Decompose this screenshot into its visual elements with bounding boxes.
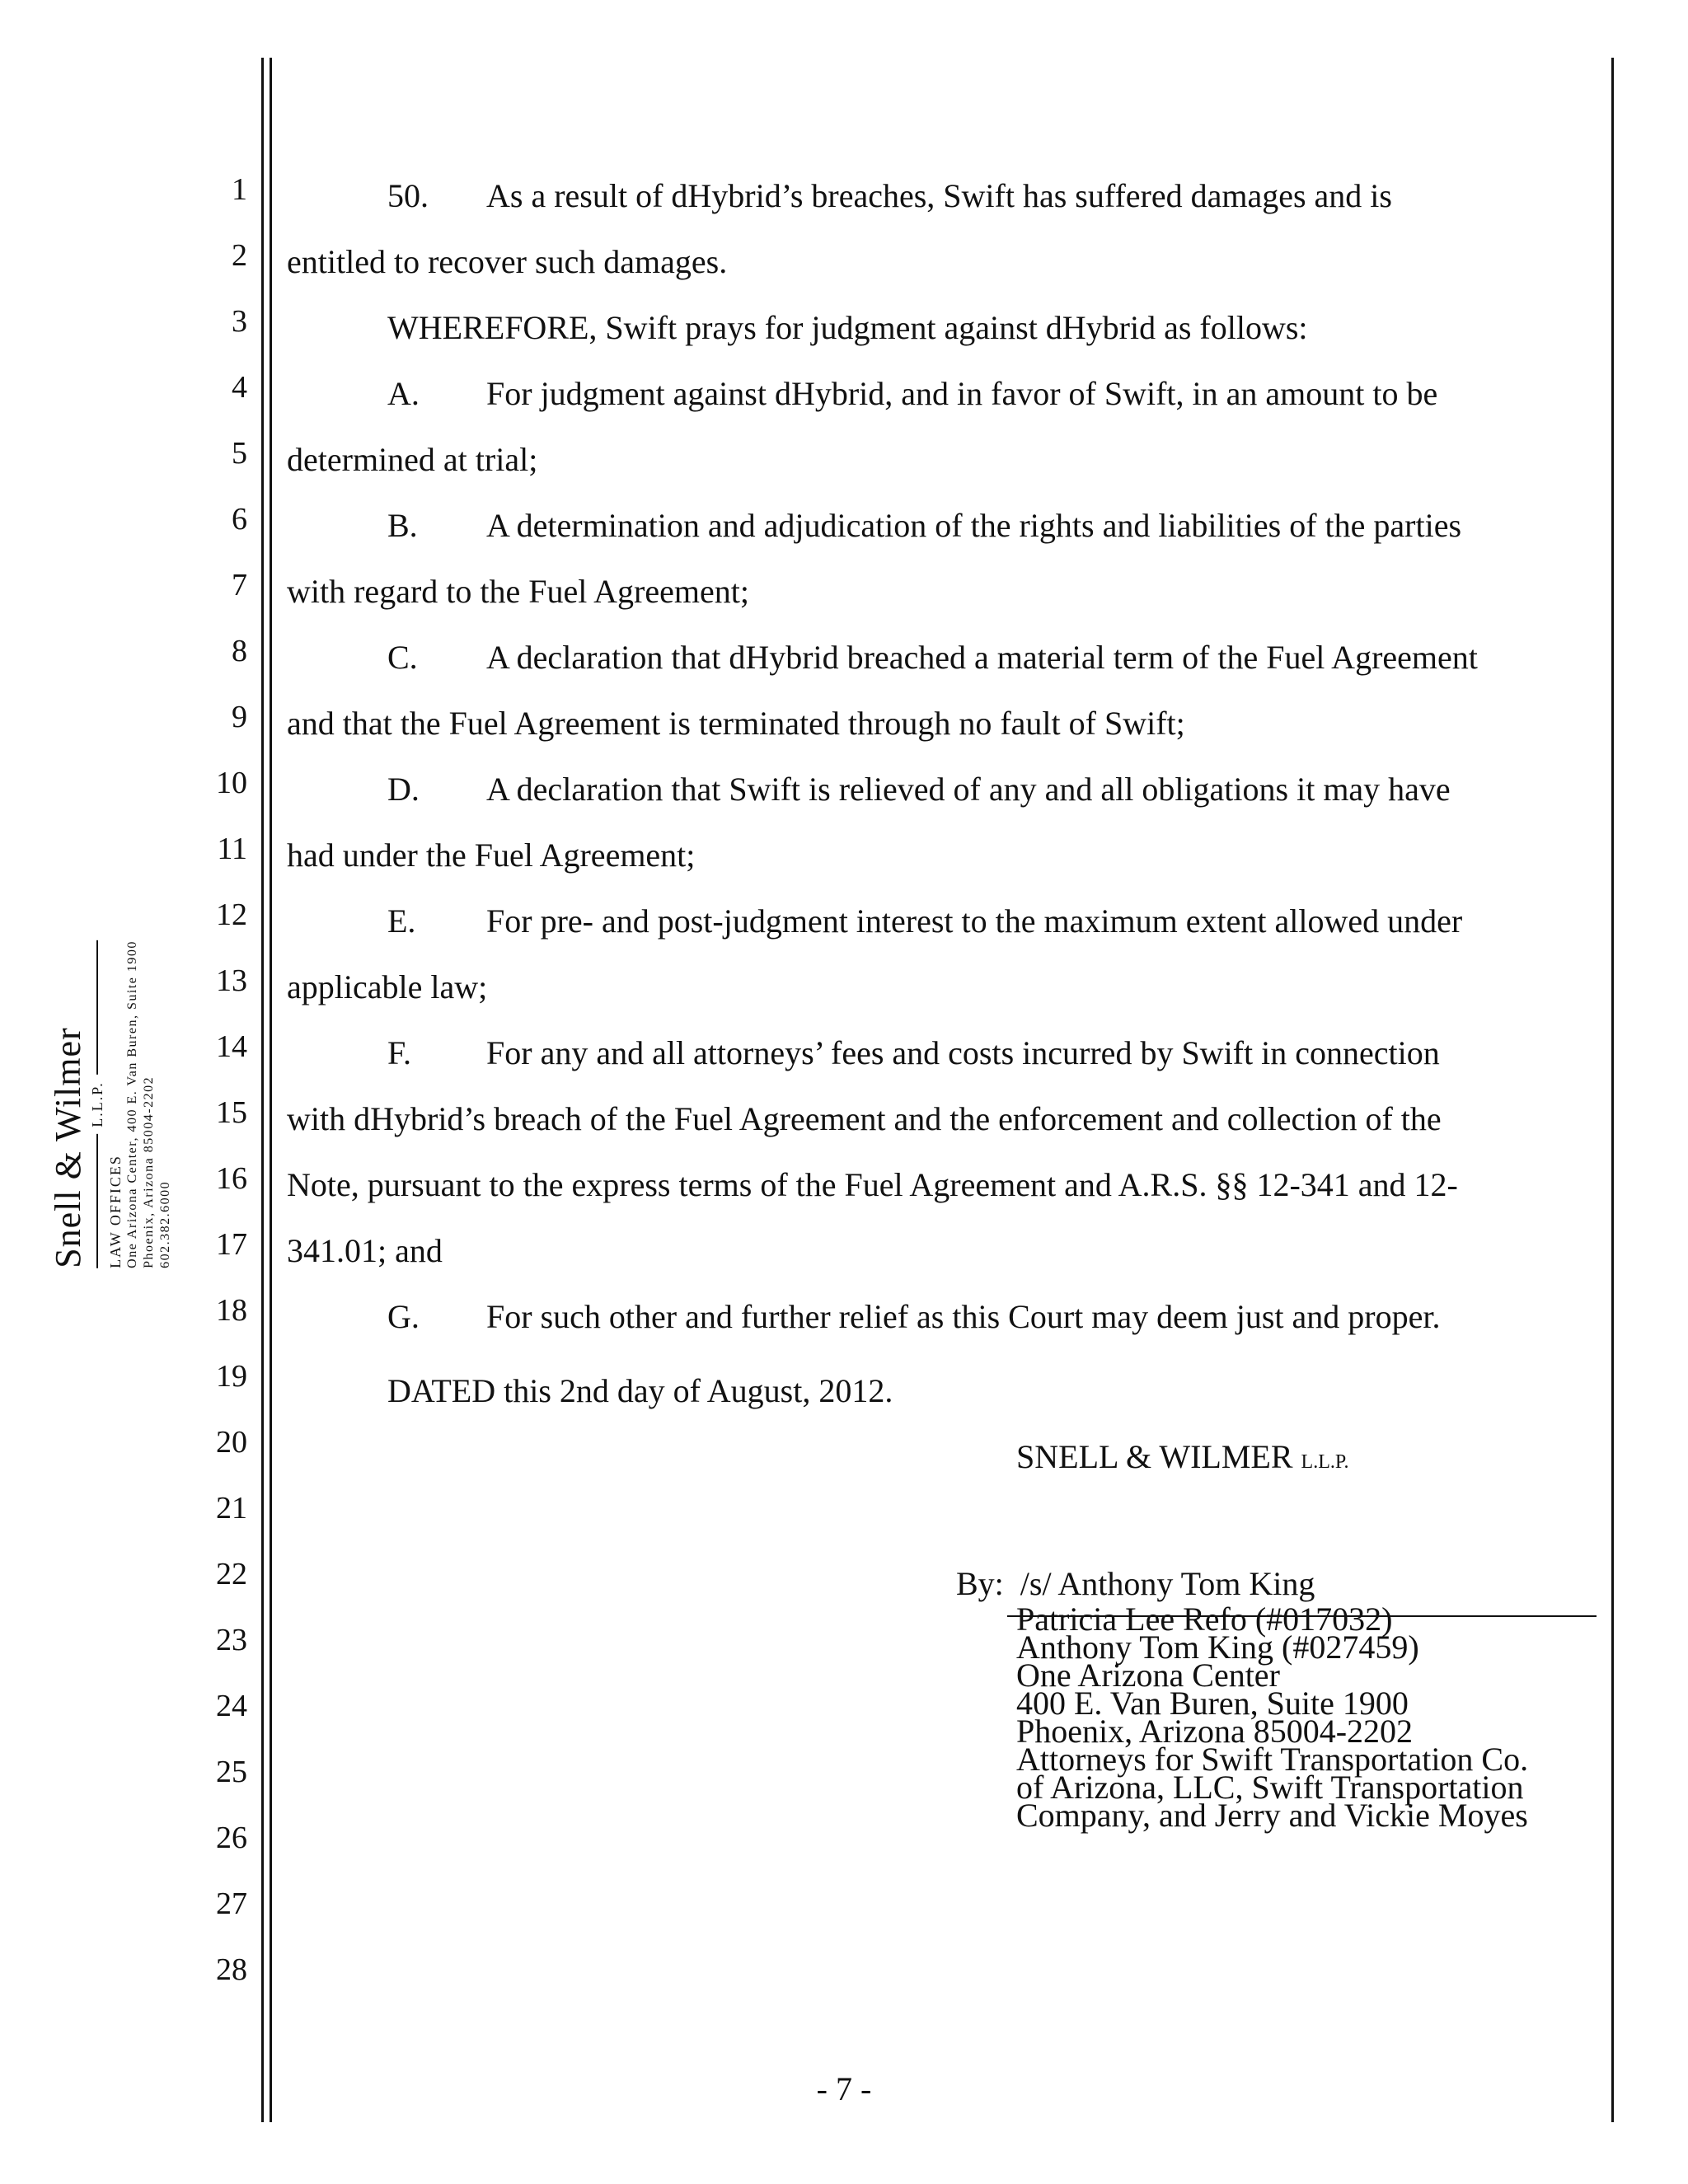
item-d-line-1: A declaration that Swift is relieved of any and all obligations it may have	[486, 771, 1451, 808]
signature-firm	[1016, 1439, 1349, 1480]
signature-firm-suffix: L.L.P.	[1301, 1451, 1349, 1473]
line-number: 11	[217, 832, 247, 866]
item-a-line-2: determined at trial;	[287, 441, 538, 478]
line-number: 21	[216, 1491, 247, 1526]
line-number: 9	[232, 700, 247, 734]
item-f-line-4: 341.01; and	[287, 1232, 443, 1269]
line-number: 26	[216, 1821, 247, 1855]
item-g-line-1: For such other and further relief as this Court may deem just and proper.	[486, 1298, 1441, 1335]
left-margin-rule	[261, 58, 264, 2122]
line-number: 22	[216, 1557, 247, 1591]
item-f-line-2: with dHybrid’s breach of the Fuel Agreement and the enforcement and collection of the	[287, 1100, 1442, 1137]
firm-side-phone: 602.382.6000	[158, 1180, 172, 1268]
line-number: 2	[232, 238, 247, 273]
dated-line: DATED this 2nd day of August, 2012.	[387, 1372, 893, 1409]
line-number: 3	[232, 304, 247, 339]
signature-line: Patricia Lee Refo (#017032)	[1016, 1601, 1393, 1638]
firm-side-rule-right	[96, 940, 98, 1075]
line-number: 25	[216, 1755, 247, 1789]
line-number: 24	[216, 1689, 247, 1723]
signature-line: Phoenix, Arizona 85004-2202	[1016, 1713, 1414, 1750]
line-number: 12	[216, 898, 247, 932]
firm-side-address1: One Arizona Center, 400 E. Van Buren, Suite 1900	[125, 940, 139, 1268]
item-e-line-1: For pre- and post-judgment interest to the maximum extent allowed under	[486, 902, 1463, 940]
line-number: 7	[232, 568, 247, 602]
line-number: 27	[216, 1886, 247, 1921]
firm-side-name: Snell & Wilmer	[48, 1027, 88, 1268]
firm-side-rule-left	[96, 1134, 98, 1268]
left-margin-rule-inner	[270, 58, 272, 2122]
item-f-label: F.	[387, 1034, 412, 1071]
firm-side-llp: L.L.P.	[89, 1081, 106, 1127]
firm-side-address2: Phoenix, Arizona 85004-2202	[142, 1076, 156, 1268]
item-c-label: C.	[387, 639, 418, 676]
item-d-line-2: had under the Fuel Agreement;	[287, 837, 696, 874]
wherefore-clause: WHEREFORE, Swift prays for judgment against dHybrid as follows:	[387, 309, 1308, 346]
line-number: 4	[232, 370, 247, 405]
line-number: 17	[216, 1227, 247, 1262]
signature-block	[1016, 1601, 1529, 1834]
signature-line: Company, and Jerry and Vickie Moyes	[1016, 1797, 1528, 1834]
line-number: 14	[216, 1029, 247, 1064]
signature-by-line	[956, 1566, 1315, 1602]
item-d-label: D.	[387, 771, 420, 808]
paragraph-50-line-2: entitled to recover such damages.	[287, 243, 728, 280]
line-number: 23	[216, 1623, 247, 1657]
line-number: 10	[216, 766, 247, 800]
item-b-line-1: A determination and adjudication of the rights and liabilities of the parties	[486, 507, 1462, 544]
line-number: 19	[216, 1359, 247, 1394]
line-number: 8	[232, 634, 247, 668]
item-f-line-1: For any and all attorneys’ fees and costs incurred by Swift in connection	[486, 1034, 1440, 1071]
signature-line: Attorneys for Swift Transportation Co.	[1016, 1741, 1529, 1778]
signature-by-label: By:	[956, 1565, 1004, 1602]
item-c-line-2: and that the Fuel Agreement is terminated through no fault of Swift;	[287, 705, 1185, 742]
paragraph-50-number: 50.	[387, 177, 429, 214]
line-number: 16	[216, 1161, 247, 1196]
signature-firm-name: SNELL & WILMER	[1016, 1438, 1293, 1475]
item-b-label: B.	[387, 507, 418, 544]
line-number: 28	[216, 1952, 247, 1987]
page-number: - 7 -	[816, 2070, 872, 2107]
item-a-label: A.	[387, 375, 420, 412]
item-b-line-2: with regard to the Fuel Agreement;	[287, 573, 749, 610]
item-c-line-1: A declaration that dHybrid breached a material term of the Fuel Agreement	[486, 639, 1478, 676]
line-number: 13	[216, 963, 247, 998]
item-a-line-1: For judgment against dHybrid, and in favor of Swift, in an amount to be	[486, 375, 1438, 412]
signature-line: One Arizona Center	[1016, 1657, 1280, 1694]
right-margin-rule	[1611, 58, 1614, 2122]
firm-side-llp-row	[88, 940, 106, 1268]
item-g-label: G.	[387, 1298, 420, 1335]
item-f-line-3: Note, pursuant to the express terms of the Fuel Agreement and A.R.S. §§ 12-341 and 12-	[287, 1166, 1458, 1203]
line-number: 20	[216, 1425, 247, 1460]
item-e-label: E.	[387, 902, 416, 940]
line-number: 18	[216, 1293, 247, 1328]
signature-line: Anthony Tom King (#027459)	[1016, 1629, 1419, 1666]
paragraph-50-line-1: As a result of dHybrid’s breaches, Swift has suffered damages and is	[486, 177, 1392, 214]
signature-line: of Arizona, LLC, Swift Transportation	[1016, 1769, 1524, 1806]
item-e-line-2: applicable law;	[287, 968, 488, 1005]
signature-signed: /s/ Anthony Tom King	[1020, 1565, 1315, 1602]
line-number: 6	[232, 502, 247, 537]
line-number: 15	[216, 1095, 247, 1130]
signature-line: 400 E. Van Buren, Suite 1900	[1016, 1685, 1409, 1722]
firm-side-offices: LAW OFFICES	[107, 1155, 124, 1268]
line-number: 5	[232, 436, 247, 471]
firm-side-logo	[33, 890, 190, 1319]
line-number: 1	[232, 172, 247, 207]
